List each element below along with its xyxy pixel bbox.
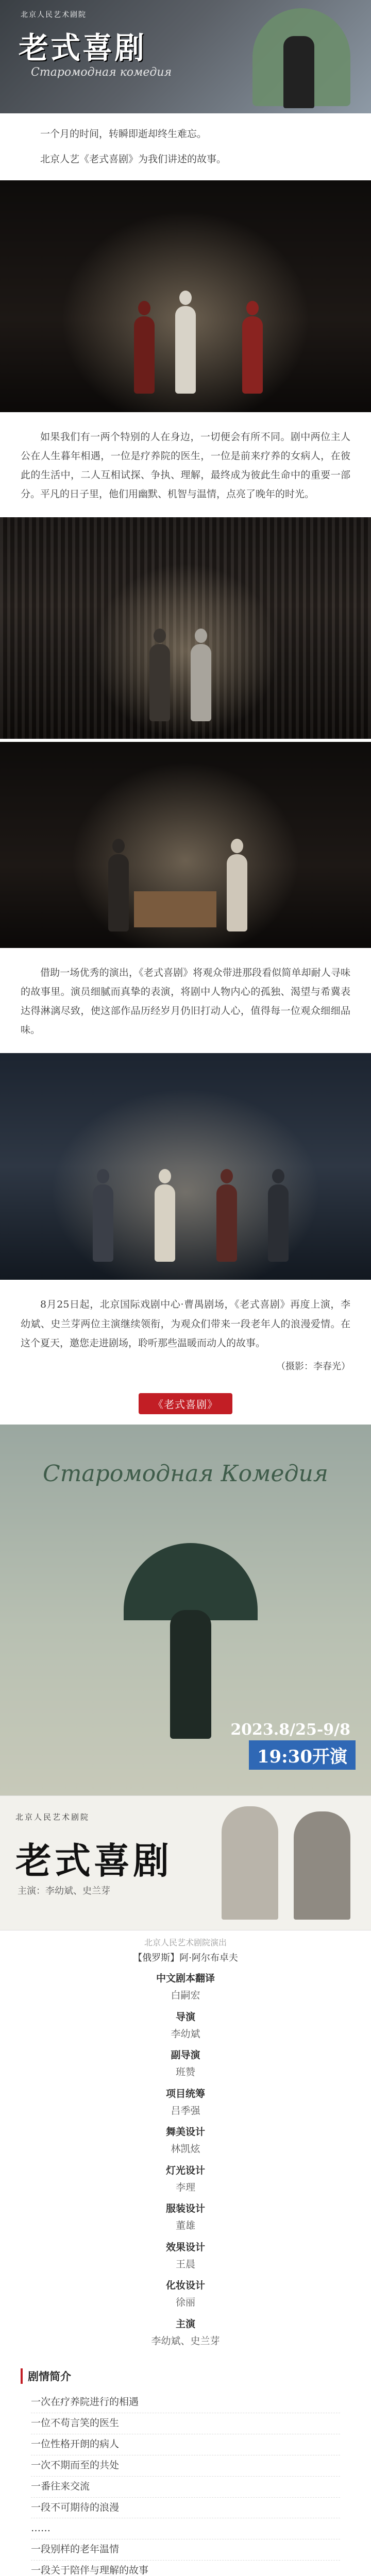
poster-umbrella-illustration	[124, 1543, 258, 1620]
banner-title: 老式喜剧	[15, 1839, 172, 1882]
credits-origin: 【俄罗斯】阿·阿尔布卓夫	[133, 1952, 238, 1963]
synopsis-line: 一次不期而至的共处	[31, 2455, 340, 2477]
poster-dates: 2023.8/25-9/8	[230, 1720, 350, 1739]
synopsis-line: 一段别样的老年温情	[31, 2539, 340, 2561]
synopsis-line: 一位不苟言笑的医生	[31, 2413, 340, 2434]
poster-title-ru: Старомодная Комедия	[43, 1460, 328, 1487]
stage-photo-scene	[0, 1053, 371, 1280]
credit-role: 舞美设计	[165, 2126, 205, 2138]
credit-person: 董雄	[175, 2220, 195, 2232]
hero-title: 老式喜剧	[19, 30, 147, 65]
section-header	[0, 1378, 371, 1425]
story-paragraph-3: 8月25日起，北京国际戏剧中心·曹禺剧场，《老式喜剧》再度上演，李幼斌、史兰芽两位主演继续领衔，为观众们带来一段老年人的浪漫爱情。在这个夏天，邀您走进剧场，聆听那些温暖而动人的故事。	[21, 1299, 350, 1349]
poster-time: 19:30开演	[249, 1740, 356, 1770]
photo-credit: （摄影：李春光）	[276, 1361, 350, 1372]
credit-role: 主演	[175, 2318, 195, 2330]
banner-actor-photo-1	[222, 1806, 278, 1920]
hero-banner	[0, 0, 371, 113]
hero-subtitle: Старомодная комедия	[31, 66, 172, 79]
credit-role: 副导演	[171, 2049, 200, 2061]
story-paragraph-2: 借助一场优秀的演出，《老式喜剧》将观众带进那段看似简单却耐人寻味的故事里。演员细腻而真挚的表演，将剧中人物内心的孤独、渴望与希冀表达得淋漓尽致，使这部作品历经岁月仍旧打动人心，值得每一位观众细细品味。	[21, 967, 350, 1036]
banner-org: 北京人民艺术剧院	[15, 1812, 90, 1822]
banner-actor-photo-2	[294, 1811, 350, 1920]
main-poster	[0, 1425, 371, 1795]
credit-person: 白嗣宏	[171, 1990, 200, 2002]
intro-paragraph-1: 一个月的时间，转瞬即逝却终生难忘。	[40, 128, 207, 140]
synopsis-line: 一段不可期待的浪漫	[31, 2498, 340, 2519]
hero-figure-illustration	[283, 36, 314, 108]
credit-role: 导演	[175, 2011, 195, 2023]
synopsis-line: 一位性格开朗的病人	[31, 2434, 340, 2455]
credit-person: 李理	[175, 2181, 195, 2193]
synopsis-line: 一番往来交流	[31, 2477, 340, 2498]
section-pill-title: 《老式喜剧》	[139, 1393, 232, 1414]
credit-person: 徐丽	[175, 2297, 195, 2309]
hero-tagline: 北京人民艺术剧院	[21, 11, 87, 19]
synopsis-line: 一次在疗养院进行的相遇	[31, 2392, 340, 2413]
credits-note: 北京人民艺术剧院演出	[144, 1937, 227, 1947]
credit-role: 效果设计	[165, 2241, 205, 2253]
synopsis-lines	[0, 2389, 371, 2576]
credit-role: 灯光设计	[165, 2164, 205, 2176]
credit-role: 服装设计	[165, 2203, 205, 2215]
stage-photo-dance	[0, 180, 371, 412]
stage-photo-table	[0, 742, 371, 948]
intro-paragraph-2: 北京人艺《老式喜剧》为我们讲述的故事。	[40, 154, 227, 165]
synopsis-line: 一段关于陪伴与理解的故事	[31, 2561, 340, 2576]
credit-role: 化妆设计	[165, 2280, 205, 2292]
story-paragraph-1: 如果我们有一两个特别的人在身边，一切便会有所不同。剧中两位主人公在人生暮年相遇，一位是疗养院的医生，一位是前来疗养的女病人，在彼此的生活中，二人互相试探、争执、理解，最终成为彼此生命中的重要一部分。平凡的日子里，他们用幽默、机智与温情，点亮了晚年的时光。	[21, 431, 350, 500]
credit-role: 项目统筹	[165, 2088, 205, 2099]
credit-role: 中文剧本翻译	[156, 1973, 215, 1985]
credit-person: 班赞	[175, 2066, 195, 2078]
stage-photo-curtain	[0, 517, 371, 739]
synopsis-line: ……	[31, 2518, 340, 2539]
synopsis-title: 剧情简介	[21, 2368, 350, 2384]
credits-roles-list	[21, 1970, 350, 2350]
credit-person: 李幼斌、史兰芽	[151, 2335, 220, 2347]
credit-person: 吕季强	[171, 2105, 200, 2116]
cast-banner	[0, 1795, 371, 1930]
credits-block	[0, 1930, 371, 2355]
credit-person: 王晨	[175, 2258, 195, 2270]
poster-figure-illustration	[170, 1610, 211, 1739]
credit-person: 林凯炫	[171, 2143, 200, 2155]
banner-cast: 主演：李幼斌、史兰芽	[18, 1885, 110, 1896]
credit-person: 李幼斌	[171, 2028, 200, 2040]
